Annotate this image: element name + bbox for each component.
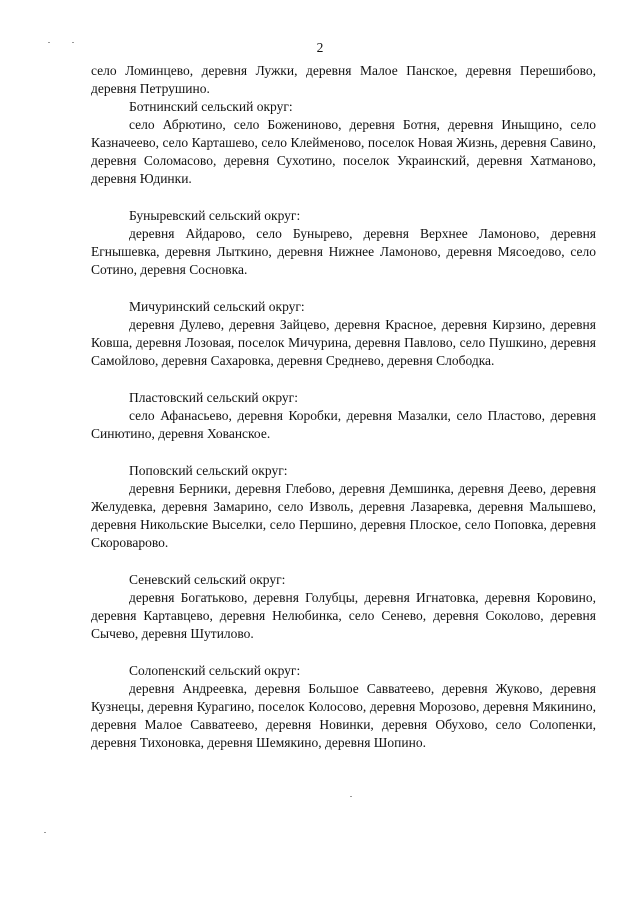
section-heading: Ботнинский сельский округ: [129,99,293,114]
section-heading: Пластовский сельский округ: [129,390,298,405]
section-text: село Абрютино, село Божениново, деревня Ботня, деревня Иныщино, село Казначеево, село Карташево, село Клейменово, поселок Новая Жизнь, деревня Савино, деревня Соломасово, деревня Сухотино, поселок Украинский, деревня Хатманово, деревня Юдинки. [91,117,596,186]
scan-speck [72,42,74,43]
section-popovsky [91,462,596,552]
section-michurinsky [91,298,596,370]
section-text: деревня Дулево, деревня Зайцево, деревня Красное, деревня Кирзино, деревня Ковша, деревня Лозовая, поселок Мичурина, деревня Павлово, село Пушкино, деревня Самойлово, деревня Сахаровка, деревня Среднево, деревня Слободка. [91,317,596,368]
section-heading: Поповский сельский округ: [129,463,288,478]
section-heading: Сеневский сельский округ: [129,572,286,587]
section-senevsky [91,571,596,643]
document-body [91,62,596,752]
section-solopensky [91,662,596,752]
section-text: село Афанасьево, деревня Коробки, деревня Мазалки, село Пластово, деревня Синютино, деревня Хованское. [91,408,596,441]
intro-paragraph: село Ломинцево, деревня Лужки, деревня Малое Панское, деревня Перешибово, деревня Петрушино. [91,63,596,96]
section-text: деревня Андреевка, деревня Большое Савватеево, деревня Жуково, деревня Кузнецы, деревня Курагино, поселок Колосово, деревня Морозово, деревня Мякинино, деревня Малое Савватеево, деревня Новинки, деревня Обухово, село Солопенки, деревня Тихоновка, деревня Шемякино, деревня Шопино. [91,681,596,750]
page-number: 2 [316,40,324,55]
scan-speck [48,42,50,43]
section-botninsky [91,98,596,188]
section-bunyrevsky [91,207,596,279]
section-heading: Буныревский сельский округ: [129,208,301,223]
section-text: деревня Берники, деревня Глебово, деревня Демшинка, деревня Деево, деревня Желудевка, деревня Замарино, село Изволь, деревня Лазаревка, деревня Малышево, деревня Никольские Выселки, село Першино, деревня Плоское, село Поповка, деревня Скороварово. [91,481,596,550]
section-text: деревня Богатьково, деревня Голубцы, деревня Игнатовка, деревня Коровино, деревня Картавцево, деревня Нелюбинка, село Сенево, деревня Соколово, деревня Сычево, деревня Шутилово. [91,590,596,641]
section-heading: Солопенский сельский округ: [129,663,301,678]
section-text: деревня Айдарово, село Бунырево, деревня Верхнее Ламоново, деревня Егнышевка, деревня Лыткино, деревня Нижнее Ламоново, деревня Мясоедово, село Сотино, деревня Сосновка. [91,226,596,277]
section-plastovsky [91,389,596,443]
scan-speck [44,832,46,833]
scan-speck [350,796,352,797]
section-heading: Мичуринский сельский округ: [129,299,305,314]
